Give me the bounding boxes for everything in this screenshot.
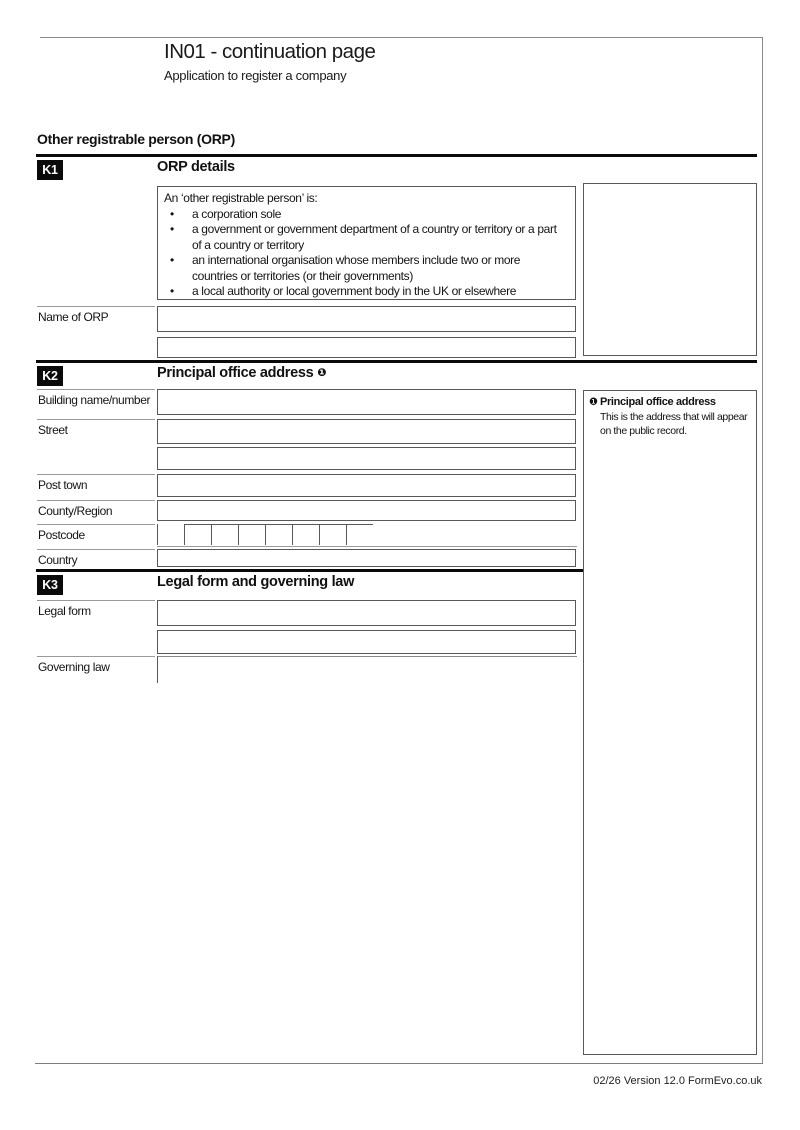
bullet-icon: •	[170, 284, 174, 298]
postcode-char-box[interactable]	[346, 524, 373, 545]
k2-section-divider	[36, 360, 757, 363]
k1-badge: K1	[37, 160, 63, 180]
postcode-char-box[interactable]	[319, 524, 346, 545]
row-divider	[37, 474, 155, 475]
orp-definition-bullet: • an international organisation whose members include two or more countries or territories (or their governments)	[164, 253, 567, 284]
post-town-input[interactable]	[157, 474, 576, 497]
principal-office-note-body: This is the address that will appear on the public record.	[600, 411, 748, 437]
postcode-char-box[interactable]	[238, 524, 265, 545]
row-divider	[37, 656, 155, 657]
postcode-char-box[interactable]	[211, 524, 238, 545]
country-input[interactable]	[157, 549, 576, 567]
form-version-text: 02/26 Version 12.0 FormEvo.co.uk	[593, 1075, 762, 1087]
name-of-orp-input[interactable]	[157, 306, 576, 332]
orp-definition-box	[157, 186, 576, 300]
street-label: Street	[38, 423, 68, 437]
postcode-char-box[interactable]	[292, 524, 319, 545]
postcode-label: Postcode	[38, 528, 85, 542]
principal-office-note-title: Principal office address	[600, 396, 716, 408]
k2-badge: K2	[37, 366, 63, 386]
name-of-orp-input-line2[interactable]	[157, 337, 576, 358]
bullet-icon: •	[170, 206, 174, 221]
street-input-line1[interactable]	[157, 419, 576, 444]
k3-section-title: Legal form and governing law	[157, 574, 355, 590]
form-subtitle: Application to register a company	[164, 68, 347, 83]
bullet-icon: •	[170, 222, 174, 236]
info-icon: ❶	[317, 367, 327, 379]
postcode-input[interactable]	[157, 524, 373, 545]
section-heading-orp: Other registrable person (ORP)	[37, 131, 235, 147]
k1-section-title: ORP details	[157, 159, 235, 175]
legal-form-label: Legal form	[38, 604, 91, 618]
bullet-icon: •	[170, 253, 174, 267]
name-of-orp-label: Name of ORP	[38, 310, 109, 324]
orp-definition-bullet: • a local authority or local government body in the UK or elsewhere	[164, 284, 567, 300]
postcode-char-box[interactable]	[184, 524, 211, 545]
orp-definition-intro: An ‘other registrable person’ is:	[164, 191, 318, 205]
k1-side-notes-box	[583, 183, 757, 356]
row-divider	[37, 500, 155, 501]
row-divider	[37, 549, 155, 550]
row-divider	[157, 546, 577, 547]
form-title: IN01 - continuation page	[164, 40, 376, 63]
principal-office-note	[589, 396, 752, 409]
governing-law-input[interactable]	[158, 657, 576, 682]
postcode-char-box[interactable]	[157, 524, 184, 545]
country-label: Country	[38, 553, 78, 567]
county-region-input[interactable]	[157, 500, 576, 521]
row-divider	[37, 389, 155, 390]
page-top-border	[40, 37, 762, 38]
governing-law-label: Governing law	[38, 660, 110, 674]
street-input-line2[interactable]	[157, 447, 576, 470]
county-region-label: County/Region	[38, 504, 113, 518]
building-name-label: Building name/number	[38, 393, 151, 407]
orp-definition-bullet: • a corporation sole	[164, 207, 567, 223]
page-bottom-border	[35, 1063, 763, 1064]
row-divider	[37, 600, 155, 601]
orp-definition-bullet: • a government or government department of a country or territory or a part of a country or territory	[164, 222, 567, 253]
row-divider	[37, 306, 155, 307]
info-icon: ❶	[589, 397, 598, 408]
postcode-char-box[interactable]	[265, 524, 292, 545]
k2-section-title: Principal office address ❶	[157, 365, 327, 381]
page-right-border	[762, 37, 763, 1063]
k1-section-divider	[36, 154, 757, 157]
legal-form-input-line2[interactable]	[157, 630, 576, 654]
k3-badge: K3	[37, 575, 63, 595]
building-name-input[interactable]	[157, 389, 576, 415]
legal-form-input-line1[interactable]	[157, 600, 576, 626]
post-town-label: Post town	[38, 478, 88, 492]
k2-side-notes-box	[583, 390, 757, 1055]
row-divider	[37, 419, 155, 420]
row-divider	[37, 524, 155, 525]
